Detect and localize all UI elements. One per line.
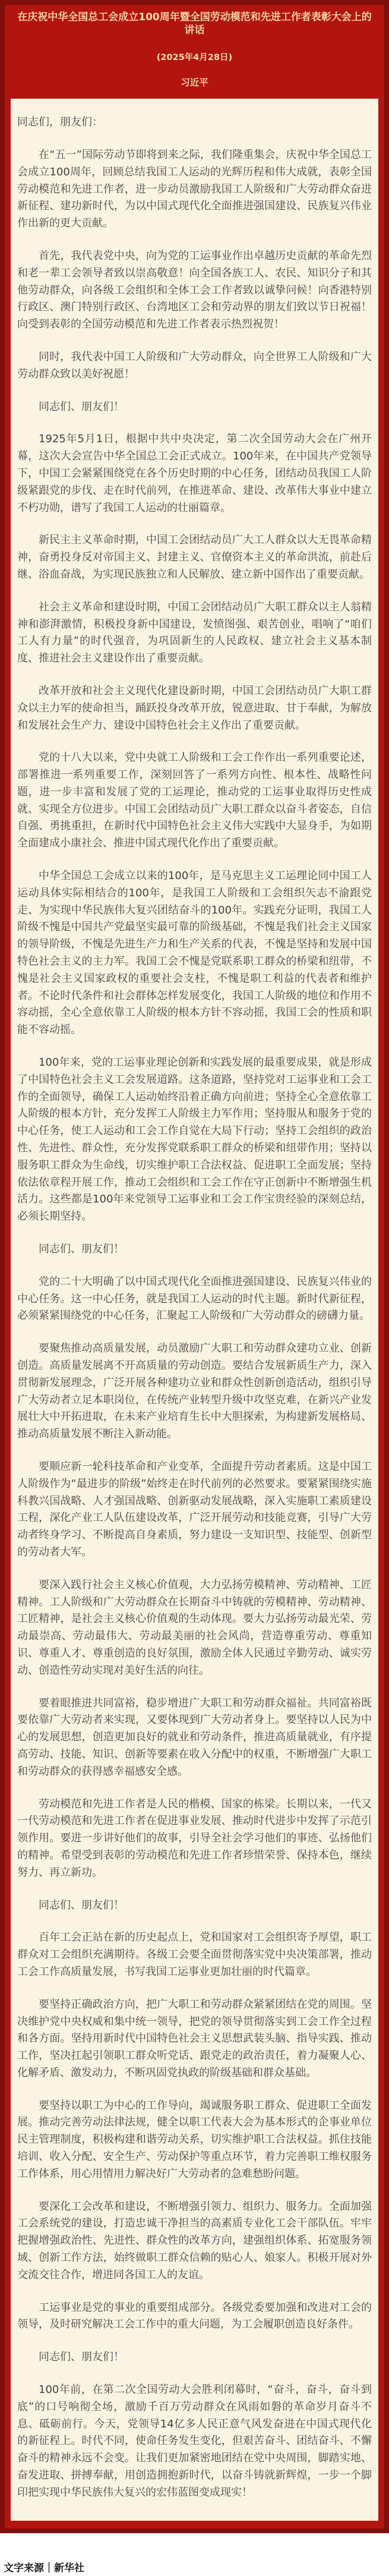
footer [0, 2533, 389, 2576]
paragraph: 要深化工会改革和建设，不断增强引领力、组织力、服务力。全面加强工会系统党的建设，打造忠诚干净担当的高素质专业化工会干部队伍。牢牢把握增强政治性、先进性、群众性的改革方向，建强组织体系、拓宽服务领域、创新工作方法，始终做职工群众信赖的贴心人、娘家人。积极开展对外交流交往合作，增进同各国工人的友谊。 [17, 2200, 372, 2281]
paragraph: 新民主主义革命时期，中国工会团结动员广大工人群众以大无畏革命精神，奋勇投身反对帝国主义、封建主义、官僚资本主义的革命洪流，前赴后继、浴血奋战，为实现民族独立和人民解放、建立新中国作出了重要贡献。 [17, 534, 372, 581]
paragraph: 要坚持正确政治方向，把广大职工和劳动群众紧紧团结在党的周围。坚决维护党中央权威和集中统一领导，把党的领导贯彻落实到工会工作全过程和各方面。坚持用新时代中国特色社会主义思想武装头脑、指导实践、推动工作，坚决扛起引领职工群众听党话、跟党走的政治责任，着力凝聚人心、化解矛盾、激发动力，不断巩固党执政的阶级基础和群众基础。 [17, 1998, 372, 2079]
speech-date: (2025年4月28日) [156, 53, 233, 63]
paragraph: 同时，我代表中国工人阶级和广大劳动群众，向全世界工人阶级和广大劳动群众致以美好祝愿！ [17, 350, 372, 380]
paragraph: 同志们、朋友们！ [39, 1898, 124, 1911]
page-title: 在庆祝中华全国总工会成立100周年暨全国劳动模范和先进工作者表彰大会上的讲话 [17, 11, 372, 37]
paragraph: 改革开放和社会主义现代化建设新时期，中国工会团结动员广大职工群众以主力军的使命担当，踊跃投身改革开放，锐意进取、甘于奉献，为解放和发展社会生产力、建设中国特色社会主义作出了重要贡献。 [17, 684, 372, 732]
speech-header [11, 5, 378, 89]
paragraph: 党的十八大以来，党中央就工人阶级和工会工作作出一系列重要论述，部署推进一系列重要工作，深刻回答了一系列方向性、根本性、战略性问题，进一步丰富和发展了党的工运理论，推动党的工运事业取得历史性成就、实现全方位进步。中国工会团结动员广大职工群众以奋斗者姿态，自信自强、勇挑重担，在新时代中国特色社会主义伟大实践中大显身手，为如期全面建成小康社会、推进中国式现代化作出了重要贡献。 [17, 751, 372, 850]
paragraph: 首先，我代表党中央，向为党的工运事业作出卓越历史贡献的革命先烈和老一辈工会领导者致以崇高敬意！向全国各族工人、农民、知识分子和其他劳动群众，向各级工会组织和全体工会工作者致以诚挚问候！向香港特别行政区、澳门特别行政区、台湾地区工会和劳动界的朋友们致以节日祝福！向受到表彰的全国劳动模范和先进工作者表示热烈祝贺！ [17, 249, 372, 331]
speech-author: 习近平 [181, 77, 208, 89]
paragraph: 同志们，朋友们： [17, 116, 103, 129]
paragraph: 党的二十大明确了以中国式现代化全面推进强国建设、民族复兴伟业的中心任务。这一中心任务，就是我国工人运动的时代主题。新时代新征程，必须紧紧围绕党的中心任务，汇聚起工人阶级和广大劳动群众的磅礴力量。 [17, 1275, 372, 1322]
paragraph: 百年工会正站在新的历史起点上，党和国家对工会组织寄予厚望，职工群众对工会组织充满期待。各级工会要全面贯彻落实党中央决策部署，推动工会工作高质量发展，书写我国工运事业更加壮丽的时代篇章。 [17, 1931, 372, 1978]
paragraph: 要坚持以职工为中心的工作导向，竭诚服务职工群众、促进职工全面发展。推动完善劳动法律法规，健全以职工代表大会为基本形式的企事业单位民主管理制度，积极构建和谐劳动关系，切实维护职工合法权益。抓住技能培训、收入分配、安全生产、劳动保护等重点环节，着力完善职工维权服务工作体系，用心用情用力解决好广大劳动者的急难愁盼问题。 [17, 2099, 372, 2180]
paragraph: 同志们、朋友们！ [39, 400, 124, 413]
paragraph: 要聚焦推动高质量发展，动员激励广大职工和劳动群众建功立业、创新创造。高质量发展离不开高质量的劳动创造。要结合发展新质生产力，深入贯彻新发展理念，广泛开展各种建功立业和群众性创新创造活动，组织引导广大劳动者立足本职岗位，在传统产业转型升级中攻坚克难，在新兴产业发展壮大中开拓进取，在未来产业培育生长中大胆探索，为构建新发展格局、推动高质量发展不断注入新动能。 [17, 1342, 372, 1441]
paragraph: 同志们、朋友们！ [39, 2351, 124, 2364]
source-credit: 文字来源｜新华社 [4, 2562, 84, 2574]
paragraph: 中华全国总工会成立以来的100年，是马克思主义工运理论同中国工人运动具体实际相结合的100年，是我国工人阶级和工会组织矢志不渝跟党走、为实现中华民族伟大复兴团结奋斗的100年。实践充分证明，我国工人阶级不愧是中国共产党最坚实最可靠的阶级基础，不愧是我们社会主义国家的领导阶级，不愧是先进生产力和生产关系的代表，不愧是坚持和发展中国特色社会主义的主力军。我国工会不愧是党联系职工群众的桥梁和纽带，不愧是社会主义国家政权的重要社会支柱，不愧是职工利益的代表者和维护者。不论时代条件和社会群体怎样发展变化，我国工人阶级的地位和作用不容动摇，全心全意依靠工人阶级的根本方针不容动摇，我国工会的性质和职能不容动摇。 [17, 870, 372, 1037]
paragraph: 社会主义革命和建设时期，中国工会团结动员广大职工群众以主人翁精神和澎湃激情，积极投身新中国建设，发愤图强、艰苦创业，唱响了“咱们工人有力量”的时代强音，为巩固新生的人民政权、建立社会主义基本制度、推进社会主义建设作出了重要贡献。 [17, 600, 372, 665]
paragraph: 同志们、朋友们！ [39, 1243, 124, 1256]
paragraph: 要深入践行社会主义核心价值观，大力弘扬劳模精神、劳动精神、工匠精神。工人阶级和广大劳动群众在长期奋斗中铸就的劳模精神、劳动精神、工匠精神，是社会主义核心价值观的生动体现。要大力弘扬劳动最光荣、劳动最崇高、劳动最伟大、劳动最美丽的社会风尚，营造尊重劳动、尊重知识、尊重人才、尊重创造的良好氛围，激励全体人民通过辛勤劳动、诚实劳动、创造性劳动实现对美好生活的向往。 [17, 1578, 372, 1677]
paragraph: 在“五一”国际劳动节即将到来之际，我们隆重集会，庆祝中华全国总工会成立100周年，回顾总结我国工人运动的光辉历程和伟大成就，表彰全国劳动模范和先进工作者，进一步动员激励我国工人阶级和广大劳动群众奋进新征程、建功新时代，为以中国式现代化全面推进强国建设、民族复兴伟业作出新的更大贡献。 [17, 148, 372, 230]
paragraph: 工运事业是党的事业的重要组成部分。各级党委要加强和改进对工会的领导，及时研究解决工会工作中的重大问题，为工会履职创造良好条件。 [17, 2301, 372, 2331]
paragraph: 要着眼推进共同富裕，稳步增进广大职工和劳动群众福祉。共同富裕既要依靠广大劳动者来实现，又要体现到广大劳动者身上。要坚持以人民为中心的发展思想，创造更加良好的就业和劳动条件，推进高质量就业，有序提高劳动、技能、知识、创新等要素在收入分配中的权重，不断增强广大职工和劳动群众的获得感幸福感安全感。 [17, 1696, 372, 1778]
paragraph: 1925年5月1日，根据中共中央决定，第二次全国劳动大会在广州开幕，这次大会宣告中华全国总工会正式成立。100年来，在中国共产党领导下，中国工会紧紧围绕党在各个历史时期的中心任务，团结动员我国工人阶级紧跟党的步伐、走在时代前列，在推进革命、建设、改革伟大事业中建立不朽功勋，谱写了我国工人运动的壮丽篇章。 [17, 433, 372, 514]
paragraph: 劳动模范和先进工作者是人民的楷模、国家的栋梁。长期以来，一代又一代劳动模范和先进工作者在促进事业发展、推动时代进步中发挥了示范引领作用。要进一步讲好他们的故事，引导全社会学习他们的事迹、弘扬他们的精神。希望受到表彰的劳动模范和先进工作者珍惜荣誉、保持本色，继续努力、再立新功。 [17, 1797, 372, 1879]
paragraph: 100年前，在第二次全国劳动大会胜利闭幕时，“奋斗，奋斗，奋斗到底”的口号响彻全场，激励千百万劳动群众在风雨如磐的革命岁月奋斗不息、砥砺前行。今天，党领导14亿多人民正意气风发奋进在中国式现代化的新征程上。时代不同，使命任务发生变化，但艰苦奋斗、团结奋斗、不懈奋斗的精神永远不会变。让我们更加紧密地团结在党中央周围，脚踏实地、奋发进取、拼搏奉献，用创造拥抱新时代，以奋斗铸就新辉煌，一步一个脚印把实现中华民族伟大复兴的宏伟蓝图变成现实！ [17, 2383, 372, 2499]
paragraph: 要顺应新一轮科技革命和产业变革，全面提升劳动者素质。这是中国工人阶级作为“最进步的阶级”始终走在时代前列的必然要求。要紧紧围绕实施科教兴国战略、人才强国战略、创新驱动发展战略，深入实施职工素质建设工程，深化产业工人队伍建设改革，广泛开展劳动和技能竞赛，引导广大劳动者终身学习、不断提高自身素质，努力建设一支知识型、技能型、创新型的劳动者大军。 [17, 1460, 372, 1558]
paragraph: 100年来，党的工运事业理论创新和实践发展的最重要成果，就是形成了中国特色社会主义工会发展道路。这条道路，坚持党对工运事业和工会工作的全面领导，确保工人运动始终沿着正确方向前进；坚持全心全意依靠工人阶级的根本方针，充分发挥工人阶级主力军作用；坚持服从和服务于党的中心任务，使工人运动和工会工作自觉在大局下行动；坚持工会组织的政治性、先进性、群众性，充分发挥党联系职工群众的桥梁和纽带作用；坚持以服务职工群众为生命线，切实维护职工合法权益、促进职工全面发展；坚持依法依章程开展工作，推动工会组织和工会工作在守正创新中不断增强生机活力。这些都是100年来党领导工运事业和工会工作宝贵经验的深刻总结，必须长期坚持。 [17, 1056, 372, 1223]
speech-body [11, 99, 378, 2520]
